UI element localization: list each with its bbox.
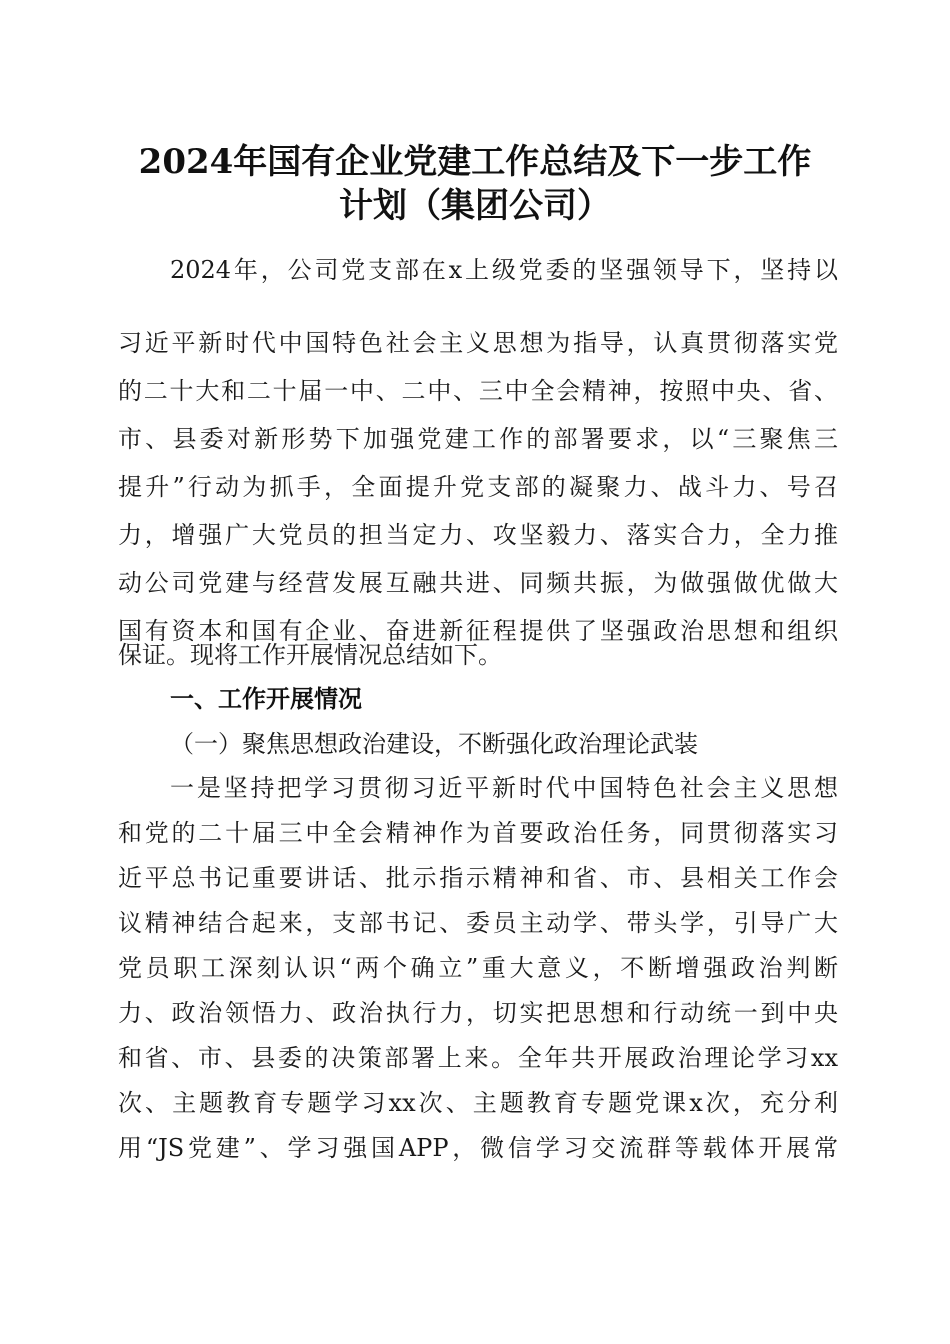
- body-line-4: 议精神结合起来，支部书记、委员主动学、带头学，引导广大: [118, 909, 838, 937]
- section-heading: 一、工作开展情况: [170, 685, 362, 713]
- body-line-9: 用“JS党建”、学习强国APP，微信学习交流群等载体开展常: [118, 1134, 838, 1162]
- document-title-line-2: 计划（集团公司）: [339, 186, 611, 226]
- document-title-line-1: 2024年国有企业党建工作总结及下一步工作: [138, 142, 812, 182]
- intro-line-3: 的二十大和二十届一中、二中、三中全会精神，按照中央、省、: [118, 377, 838, 405]
- body-line-1: 一是坚持把学习贯彻习近平新时代中国特色社会主义思想: [170, 774, 838, 802]
- intro-line-5: 提升”行动为抓手，全面提升党支部的凝聚力、战斗力、号召: [118, 473, 838, 501]
- intro-line-4: 市、县委对新形势下加强党建工作的部署要求，以“三聚焦三: [118, 425, 838, 453]
- body-line-6: 力、政治领悟力、政治执行力，切实把思想和行动统一到中央: [118, 999, 838, 1027]
- intro-line-6: 力，增强广大党员的担当定力、攻坚毅力、落实合力，全力推: [118, 521, 838, 549]
- body-line-3: 近平总书记重要讲话、批示指示精神和省、市、县相关工作会: [118, 864, 838, 892]
- intro-line-9: 保证。现将工作开展情况总结如下。: [118, 641, 502, 669]
- body-line-7: 和省、市、县委的决策部署上来。全年共开展政治理论学习xx: [118, 1044, 838, 1072]
- body-line-8: 次、主题教育专题学习xx次、主题教育专题党课x次，充分利: [118, 1089, 838, 1117]
- body-line-5: 党员职工深刻认识“两个确立”重大意义，不断增强政治判断: [118, 954, 838, 982]
- subsection-heading: （一）聚焦思想政治建设，不断强化政治理论武装: [170, 730, 698, 758]
- intro-line-2: 习近平新时代中国特色社会主义思想为指导，认真贯彻落实党: [118, 329, 838, 357]
- intro-line-8: 国有资本和国有企业、奋进新征程提供了坚强政治思想和组织: [118, 617, 838, 645]
- intro-line-7: 动公司党建与经营发展互融共进、同频共振，为做强做优做大: [118, 569, 838, 597]
- intro-line-1: 2024年，公司党支部在x上级党委的坚强领导下，坚持以: [170, 256, 838, 284]
- body-line-2: 和党的二十届三中全会精神作为首要政治任务，同贯彻落实习: [118, 819, 838, 847]
